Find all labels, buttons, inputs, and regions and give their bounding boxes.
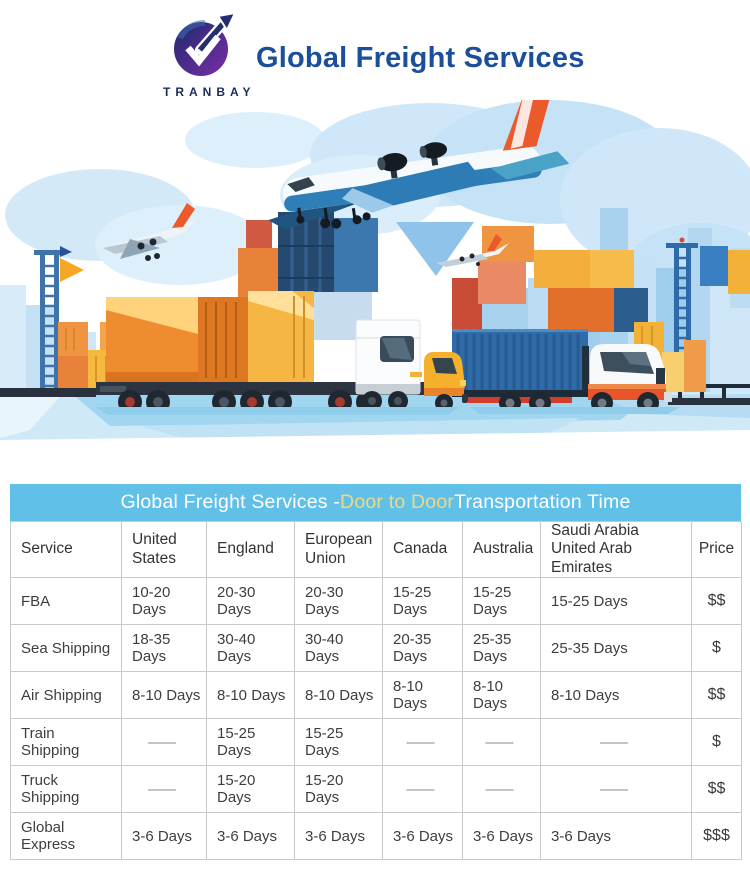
- brand-name: TRANBAY: [163, 85, 256, 99]
- cell: ——: [122, 719, 207, 766]
- service-cell: FBA: [11, 578, 122, 625]
- col-canada: Canada: [383, 522, 463, 578]
- cell: 15-20 Days: [295, 766, 383, 813]
- cell: 15-25 Days: [383, 578, 463, 625]
- cell: 8-10 Days: [207, 672, 295, 719]
- cell: 25-35 Days: [541, 625, 692, 672]
- price-cell: $$$: [692, 813, 742, 860]
- cell: 20-30 Days: [207, 578, 295, 625]
- price-cell: $$: [692, 766, 742, 813]
- price-cell: $: [692, 625, 742, 672]
- cell: 20-35 Days: [383, 625, 463, 672]
- table-title-highlight: Door to Door: [340, 491, 455, 513]
- price-cell: $$: [692, 672, 742, 719]
- cell: 8-10 Days: [541, 672, 692, 719]
- cell: ——: [463, 719, 541, 766]
- cell: 18-35 Days: [122, 625, 207, 672]
- service-cell: Global Express: [11, 813, 122, 860]
- cell: 3-6 Days: [295, 813, 383, 860]
- cell: 15-25 Days: [295, 719, 383, 766]
- cell: ——: [383, 766, 463, 813]
- table-row-fba: [11, 578, 742, 625]
- col-price: Price: [692, 522, 742, 578]
- cell: 8-10 Days: [122, 672, 207, 719]
- service-cell: Truck Shipping: [11, 766, 122, 813]
- cell: ——: [122, 766, 207, 813]
- col-saudi-uae: Saudi Arabia United Arab Emirates: [541, 522, 692, 578]
- cell: 15-25 Days: [541, 578, 692, 625]
- cell: 15-25 Days: [463, 578, 541, 625]
- cell: ——: [541, 766, 692, 813]
- table-title-suffix: Transportation Time: [454, 491, 631, 513]
- cell: ——: [463, 766, 541, 813]
- tranbay-logo: [158, 12, 256, 99]
- cell: 15-20 Days: [207, 766, 295, 813]
- col-us: United States: [122, 522, 207, 578]
- cell: 30-40 Days: [295, 625, 383, 672]
- checkmark-arrow-circle-icon: [165, 12, 243, 78]
- cell: 8-10 Days: [383, 672, 463, 719]
- table-row-express: [11, 813, 742, 860]
- cell: 10-20 Days: [122, 578, 207, 625]
- page-title: Global Freight Services: [256, 42, 585, 74]
- table-row-train: [11, 719, 742, 766]
- col-service: Service: [11, 522, 122, 578]
- table-title-prefix: Global Freight Services -: [120, 491, 341, 513]
- cell: ——: [541, 719, 692, 766]
- truck-shadow: [96, 407, 460, 415]
- col-eu: European Union: [295, 522, 383, 578]
- cell: 8-10 Days: [295, 672, 383, 719]
- cell: ——: [383, 719, 463, 766]
- price-cell: $: [692, 719, 742, 766]
- service-cell: Air Shipping: [11, 672, 122, 719]
- service-cell: Sea Shipping: [11, 625, 122, 672]
- truck-shadow: [470, 407, 680, 414]
- transport-time-grid: [10, 521, 742, 860]
- price-cell: $$: [692, 578, 742, 625]
- cell: 15-25 Days: [207, 719, 295, 766]
- table-title: [10, 484, 741, 521]
- cell: 20-30 Days: [295, 578, 383, 625]
- freight-illustration: [0, 100, 750, 475]
- table-row-air: [11, 672, 742, 719]
- cell: 25-35 Days: [463, 625, 541, 672]
- cell: 3-6 Days: [383, 813, 463, 860]
- cell: 3-6 Days: [207, 813, 295, 860]
- table-row-truck: [11, 766, 742, 813]
- cell: 3-6 Days: [463, 813, 541, 860]
- header-row: [11, 522, 742, 578]
- cell: 30-40 Days: [207, 625, 295, 672]
- service-cell: Train Shipping: [11, 719, 122, 766]
- cell: 8-10 Days: [463, 672, 541, 719]
- brand-header: [158, 12, 585, 99]
- cell: 3-6 Days: [541, 813, 692, 860]
- transport-time-table: [10, 484, 741, 860]
- col-australia: Australia: [463, 522, 541, 578]
- table-row-sea: [11, 625, 742, 672]
- cell: 3-6 Days: [122, 813, 207, 860]
- col-england: England: [207, 522, 295, 578]
